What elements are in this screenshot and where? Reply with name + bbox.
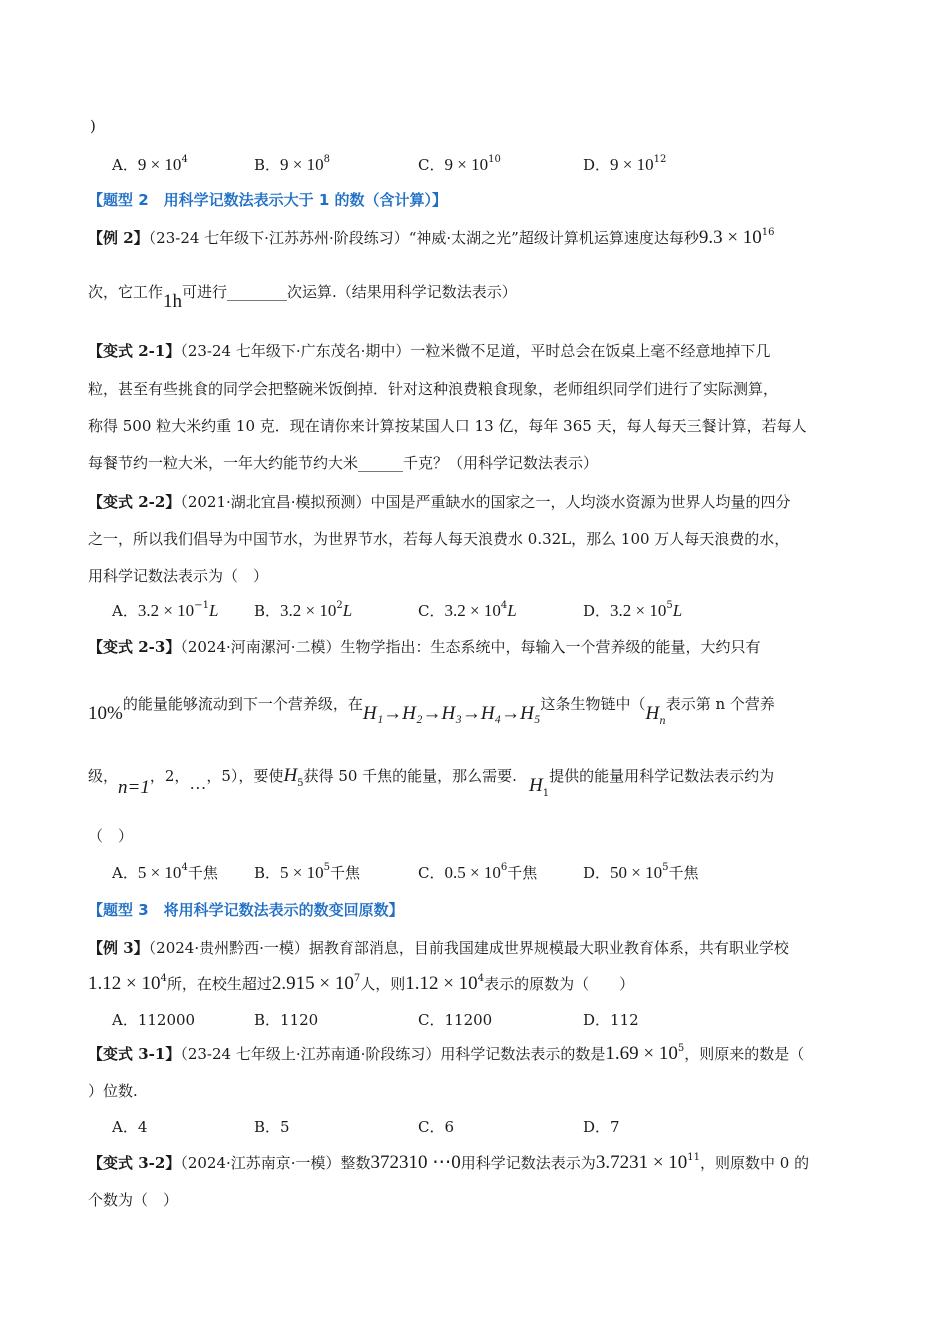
math-expression: … (189, 774, 207, 793)
variant-text: 获得 50 千焦的能量，那么需要. (303, 767, 517, 785)
variant-text: 级， (88, 767, 119, 785)
example-2-line2 (88, 282, 517, 312)
option-label: A． (112, 602, 138, 620)
variant-2-1-line2: 粒，甚至有些挑食的同学会把整碗米饭倒掉．针对这种浪费粮食现象，老师组织同学们进行了实际测算， (88, 380, 779, 398)
exponent: 11 (687, 1152, 701, 1163)
exponent: −1 (194, 600, 209, 611)
variant-2-2-line2: 之一，所以我们倡导为中国节水，为世界节水，若每人每天浪费水 0.32L，那么 100 万人每天浪费的水， (88, 530, 790, 548)
subscript: 1 (542, 788, 550, 799)
variant-text: （2024·河南漯河·二模）生物学指出：生态系统中，每输入一个营养级的能量，大约只有 (180, 638, 761, 656)
variant-text: 提供的能量用科学记数法表示约为 (549, 767, 775, 785)
exponent: 16 (761, 227, 775, 238)
option-label: C． (418, 864, 445, 882)
math-expression: H (283, 765, 298, 786)
variant-text: （2024·江苏南京·一模）整数 (180, 1154, 371, 1172)
variant-tag: 【变式 3-2】 (88, 1154, 181, 1172)
math-expression: 1.12 × 10 (405, 973, 478, 994)
exponent: 4 (477, 973, 485, 984)
option-label: C． (418, 602, 445, 620)
variant-2-1-line4: 每餐节约一粒大米，一年大约能节约大米______千克？（用科学记数法表示） (88, 454, 599, 472)
option-d[interactable] (583, 861, 699, 885)
variant-tag: 【变式 2-1】 (88, 342, 181, 360)
variant-tag: 【变式 2-3】 (88, 638, 181, 656)
exponent: 6 (500, 862, 508, 873)
example-tag: 【例 3】 (88, 939, 149, 957)
variant-2-3-line4: （ ） (88, 827, 134, 845)
option-text: 11200 (444, 1011, 493, 1029)
option-text: 5 (280, 1118, 290, 1136)
option-math: 3.2 × 10 (137, 601, 195, 620)
example-text: 可进行________次运算.（结果用科学记数法表示） (182, 283, 517, 301)
variant-text: （23-24 七年级上·江苏南通·阶段练习）用科学记数法表示的数是 (180, 1045, 606, 1063)
example-3-line2 (88, 974, 634, 994)
variant-tag: 【变式 2-2】 (88, 493, 181, 511)
variant-text: 这条生物链中（ (540, 695, 646, 713)
option-label: A． (112, 156, 138, 174)
exponent: 5 (323, 862, 330, 873)
variant-2-1-line3: 称得 500 粒大米约重 10 克．现在请你来计算按某国人口 13 亿，每年 365 天，每人每天三餐计算，若每人 (88, 417, 807, 435)
option-c[interactable] (418, 1115, 454, 1139)
variant-2-2-line3: 用科学记数法表示为（ ） (88, 567, 269, 585)
math-expression: H₁→H₂→H₃→H₄→H₅ (362, 703, 541, 724)
unit: L (342, 601, 353, 620)
variant-3-2-line2: 个数为（ ） (88, 1191, 179, 1209)
variant-text: （23-24 七年级下·广东茂名·期中）一粒米微不足道，平时总会在饭桌上毫不经意地掉下几 (180, 342, 771, 360)
math-expression: 1.12 × 10 (88, 973, 161, 994)
section-heading-type2: 【题型 2 用科学记数法表示大于 1 的数（含计算）】 (88, 191, 448, 209)
variant-2-3-line2 (88, 694, 775, 727)
option-math: 50 × 10 (610, 863, 663, 882)
option-d[interactable] (583, 153, 666, 177)
option-c[interactable] (418, 153, 501, 177)
exponent: 5 (662, 862, 669, 873)
option-label: B． (254, 602, 281, 620)
math-expression: 9.3 × 10 (698, 227, 762, 248)
math-expression: 372310 ⋯0 (370, 1152, 461, 1173)
variant-text: ，则原数中 0 的 (700, 1154, 810, 1172)
exponent: 10 (488, 154, 501, 165)
option-math: 9 × 10 (444, 155, 489, 174)
variant-text: 表示第 n 个营养 (665, 695, 775, 713)
example-3 (88, 938, 789, 958)
option-b[interactable] (254, 153, 330, 177)
exponent: 12 (653, 154, 667, 165)
unit: 千焦 (187, 864, 218, 882)
variant-2-2 (88, 492, 791, 512)
option-text: 1120 (280, 1011, 319, 1029)
option-b[interactable] (254, 1008, 318, 1032)
option-label: A． (112, 864, 138, 882)
math-expression: H (528, 775, 543, 796)
exponent: 7 (353, 973, 361, 984)
variant-text: 用科学记数法表示为 (460, 1154, 596, 1172)
option-a[interactable] (112, 1008, 195, 1032)
option-c[interactable] (418, 599, 517, 623)
math-expression: 1.69 × 10 (605, 1043, 678, 1064)
example-tag: 【例 2】 (88, 229, 149, 247)
option-math: 3.2 × 10 (444, 601, 501, 620)
option-d[interactable] (583, 1115, 620, 1139)
exponent: 4 (181, 154, 188, 165)
option-d[interactable] (583, 599, 682, 623)
option-math: 3.2 × 10 (280, 601, 337, 620)
exponent: 4 (500, 600, 508, 611)
subscript: n (659, 716, 666, 727)
option-label: C． (418, 156, 445, 174)
variant-tag: 【变式 3-1】 (88, 1045, 181, 1063)
question-tail: ) (90, 117, 96, 135)
section-heading-type3: 【题型 3 将用科学记数法表示的数变回原数】 (88, 901, 404, 919)
variant-3-1 (88, 1044, 804, 1064)
option-label: C． (418, 1011, 445, 1029)
option-text: 4 (137, 1118, 148, 1136)
unit: 千焦 (668, 864, 699, 882)
math-expression: 2.915 × 10 (271, 973, 354, 994)
math-expression: n=1 (118, 777, 150, 798)
variant-3-1-line2: ）位数. (88, 1082, 138, 1100)
option-a[interactable] (112, 153, 188, 177)
math-expression: H (645, 703, 660, 724)
variant-2-3-line3 (88, 765, 775, 799)
option-math: 9 × 10 (280, 155, 324, 174)
example-text: （2024·贵州黔西·一模）据教育部消息，目前我国建成世界规模最大职业教育体系，共有职业学校 (148, 939, 789, 957)
variant-2-1 (88, 341, 770, 361)
option-math: 9 × 10 (137, 155, 182, 174)
option-label: A． (112, 1118, 138, 1136)
exponent: 4 (181, 862, 188, 873)
variant-2-3 (88, 637, 761, 657)
option-math: 0.5 × 10 (444, 863, 501, 882)
option-b[interactable] (254, 599, 352, 623)
math-expression: 10% (88, 703, 123, 724)
option-label: B． (254, 1011, 281, 1029)
option-text: 7 (610, 1118, 620, 1136)
option-label: D． (583, 602, 611, 620)
option-c[interactable] (418, 861, 537, 885)
option-a[interactable] (112, 1115, 147, 1139)
option-label: B． (254, 1118, 281, 1136)
option-b[interactable] (254, 861, 360, 885)
option-b[interactable] (254, 1115, 290, 1139)
option-a[interactable] (112, 599, 218, 623)
math-expression: 3.7231 × 10 (595, 1152, 688, 1173)
option-label: B． (254, 156, 281, 174)
unit: 千焦 (507, 864, 538, 882)
unit: L (507, 601, 517, 620)
subscript: 5 (297, 778, 304, 789)
option-label: D． (583, 156, 611, 174)
variant-text: ，5），要使 (206, 767, 284, 785)
example-text: 次，它工作 (88, 283, 164, 301)
option-label: D． (583, 864, 611, 882)
unit: L (672, 601, 683, 620)
example-text: 人，则 (360, 975, 406, 993)
variant-text: ，则原来的数是（ (684, 1045, 805, 1063)
option-math: 5 × 10 (137, 863, 182, 882)
variant-text: （2021·湖北宜昌·模拟预测）中国是严重缺水的国家之一，人均淡水资源为世界人均量的四分 (180, 493, 791, 511)
option-label: D． (583, 1011, 611, 1029)
exponent: 4 (160, 973, 167, 984)
option-math: 5 × 10 (280, 863, 324, 882)
exponent: 5 (666, 600, 673, 611)
option-label: A． (112, 1011, 138, 1029)
example-text: 所，在校生超过 (166, 975, 272, 993)
example-2 (88, 228, 775, 248)
unit: L (208, 601, 219, 620)
option-text: 112000 (137, 1011, 196, 1029)
exponent: 8 (323, 154, 330, 165)
option-c[interactable] (418, 1008, 492, 1032)
option-d[interactable] (583, 1008, 639, 1032)
option-label: B． (254, 864, 281, 882)
math-expression: 1h (163, 291, 183, 312)
exponent: 2 (336, 600, 343, 611)
option-text: 6 (444, 1118, 455, 1136)
exponent: 5 (677, 1043, 685, 1054)
example-text: 表示的原数为（ ） (484, 975, 635, 993)
option-text: 112 (610, 1011, 639, 1029)
variant-text: ，2， (149, 767, 190, 785)
unit: 千焦 (330, 864, 361, 882)
option-label: C． (418, 1118, 445, 1136)
variant-3-2 (88, 1153, 809, 1173)
option-math: 3.2 × 10 (610, 601, 667, 620)
variant-text: 的能量能够流动到下一个营养级，在 (122, 695, 363, 713)
option-math: 9 × 10 (610, 155, 654, 174)
example-text: （23-24 七年级下·江苏苏州·阶段练习）“神威·太湖之光”超级计算机运算速度达每秒 (148, 229, 699, 247)
option-a[interactable] (112, 861, 218, 885)
option-label: D． (583, 1118, 611, 1136)
